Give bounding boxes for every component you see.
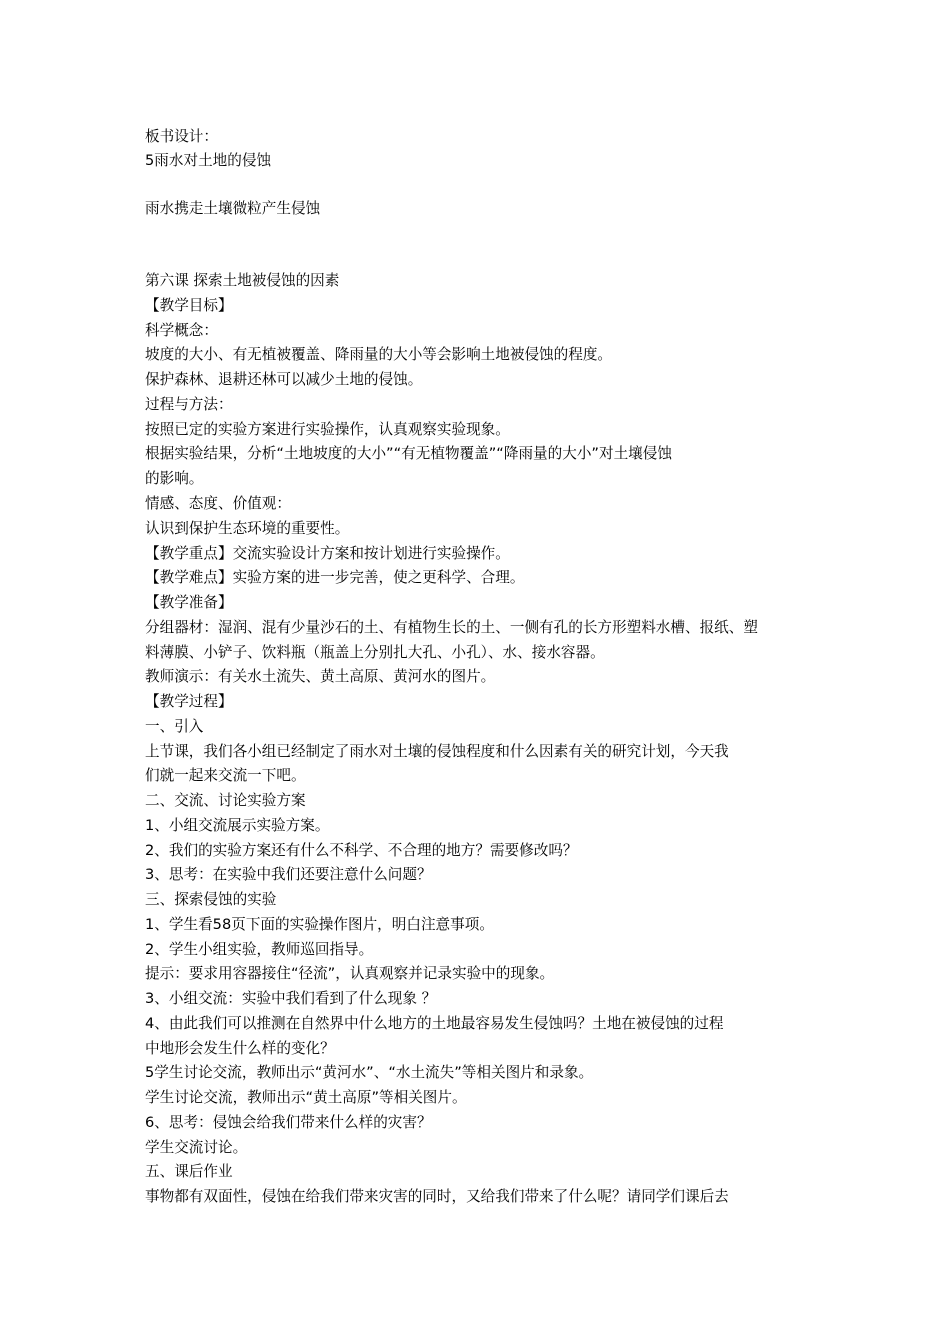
paragraph-line: 二、交流、讨论实验方案 — [145, 792, 306, 809]
paragraph-line: 情感、态度、价值观： — [145, 495, 291, 512]
paragraph-line: 坡度的大小、有无植被覆盖、降雨量的大小等会影响土地被侵蚀的程度。 — [145, 346, 613, 363]
paragraph-line: 分组器材：湿润、混有少量沙石的土、有植物生长的土、一侧有孔的长方形塑料水槽、报纸、塑 — [145, 619, 758, 636]
paragraph-line: 教师演示：有关水土流失、黄土高原、黄河水的图片。 — [145, 668, 496, 685]
paragraph-line: 2、我们的实验方案还有什么不科学、不合理的地方？需要修改吗？ — [145, 842, 578, 859]
section-heading-key-points: 【教学重点】交流实验设计方案和按计划进行实验操作。 — [145, 545, 510, 562]
board-lesson-title: 5雨水对土地的侵蚀 — [145, 152, 272, 169]
paragraph-line: 认识到保护生态环境的重要性。 — [145, 520, 350, 537]
paragraph-line: 五、课后作业 — [145, 1163, 233, 1180]
paragraph-line: 学生讨论交流，教师出示“黄土高原”等相关图片。 — [145, 1089, 467, 1106]
paragraph-line: 3、思考：在实验中我们还要注意什么问题？ — [145, 866, 432, 883]
paragraph-line: 过程与方法： — [145, 396, 233, 413]
paragraph-line: 中地形会发生什么样的变化？ — [145, 1040, 335, 1057]
paragraph-line: 科学概念： — [145, 322, 218, 339]
paragraph-line: 4、由此我们可以推测在自然界中什么地方的土地最容易发生侵蚀吗？土地在被侵蚀的过程 — [145, 1015, 724, 1032]
paragraph-line: 1、学生看58页下面的实验操作图片，明白注意事项。 — [145, 916, 494, 933]
paragraph-line: 的影响。 — [145, 470, 204, 487]
board-summary: 雨水携走土壤微粒产生侵蚀 — [145, 200, 321, 217]
paragraph-line: 三、探索侵蚀的实验 — [145, 891, 277, 908]
section-heading-process: 【教学过程】 — [145, 693, 233, 710]
section-heading-preparation: 【教学准备】 — [145, 594, 233, 611]
paragraph-line: 3、小组交流：实验中我们看到了什么现象 ？ — [145, 990, 437, 1007]
paragraph-line: 2、学生小组实验，教师巡回指导。 — [145, 941, 374, 958]
section-heading-difficulties: 【教学难点】实验方案的进一步完善，使之更科学、合理。 — [145, 569, 525, 586]
paragraph-line: 根据实验结果，分析“土地坡度的大小”“有无植物覆盖”“降雨量的大小”对土壤侵蚀 — [145, 445, 672, 462]
paragraph-line: 料薄膜、小铲子、饮料瓶（瓶盖上分别扎大孔、小孔）、水、接水容器。 — [145, 644, 605, 661]
paragraph-line: 事物都有双面性，侵蚀在给我们带来灾害的同时，又给我们带来了什么呢？请同学们课后去 — [145, 1188, 729, 1205]
paragraph-line: 们就一起来交流一下吧。 — [145, 767, 306, 784]
section-heading-objectives: 【教学目标】 — [145, 297, 233, 314]
paragraph-line: 学生交流讨论。 — [145, 1139, 248, 1156]
paragraph-line: 提示：要求用容器接住“径流”，认真观察并记录实验中的现象。 — [145, 965, 555, 982]
paragraph-line: 按照已定的实验方案进行实验操作，认真观察实验现象。 — [145, 421, 510, 438]
paragraph-line: 上节课，我们各小组已经制定了雨水对土壤的侵蚀程度和什么因素有关的研究计划，今天我 — [145, 743, 729, 760]
paragraph-line: 5学生讨论交流，教师出示“黄河水”、“水土流失”等相关图片和录象。 — [145, 1064, 594, 1081]
paragraph-line: 保护森林、退耕还林可以减少土地的侵蚀。 — [145, 371, 423, 388]
lesson-title: 第六课 探索土地被侵蚀的因素 — [145, 272, 340, 289]
paragraph-line: 6、思考：侵蚀会给我们带来什么样的灾害？ — [145, 1114, 432, 1131]
paragraph-line: 1、小组交流展示实验方案。 — [145, 817, 330, 834]
paragraph-line: 一、引入 — [145, 718, 204, 735]
board-design-heading: 板书设计： — [145, 128, 218, 145]
